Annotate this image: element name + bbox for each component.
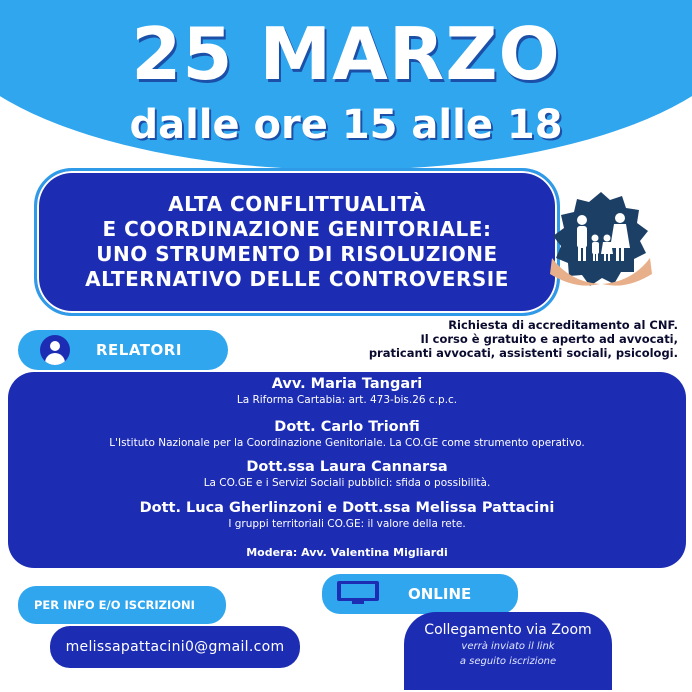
event-time: dalle ore 15 alle 18 [129,102,563,148]
title-line: E COORDINAZIONE GENITORIALE: [102,217,492,241]
zoom-info [404,612,612,690]
info-label: PER INFO E/O ISCRIZIONI [34,598,195,612]
speaker-item [8,419,686,449]
relatori-label: RELATORI [96,341,182,359]
speaker-topic: I gruppi territoriali CO.GE: il valore della rete. [228,518,466,530]
zoom-note: verrà inviato il link [461,641,555,652]
accreditation-line: praticanti avvocati, assistenti sociali, psicologi. [368,346,678,360]
title-line: ALTA CONFLITTUALITÀ [168,192,426,216]
person-icon [40,335,70,365]
contact-email[interactable]: melissapattacini0@gmail.com [50,626,300,668]
speaker-topic: L'Istituto Nazionale per la Coordinazione Genitoriale. La CO.GE come strumento operativo. [109,437,585,449]
speaker-topic: La CO.GE e i Servizi Sociali pubblici: sfida o possibilità. [203,477,491,489]
speaker-name: Dott. Carlo Trionfi [274,419,420,435]
event-title-box [34,168,560,316]
speaker-name: Dott.ssa Laura Cannarsa [246,459,448,475]
event-date: 25 MARZO [131,12,561,96]
zoom-platform: Collegamento via Zoom [424,622,592,638]
tv-icon [334,580,382,606]
speaker-name: Dott. Luca Gherlinzoni e Dott.ssa Melissa Pattacini [139,500,555,516]
accreditation-line: Richiesta di accreditamento al CNF. [448,318,678,332]
speaker-topic: La Riforma Cartabia: art. 473-bis.26 c.p.c. [236,394,458,406]
online-label: ONLINE [408,585,472,603]
online-header [322,574,518,614]
relatori-header [18,330,228,370]
speaker-item [8,376,686,406]
info-header [18,586,226,624]
speakers-panel [8,372,686,568]
family-hands-image [542,190,660,302]
accreditation-note [338,318,678,360]
speaker-item [8,459,686,489]
event-title [67,192,527,292]
speaker-item [8,500,686,530]
speaker-name: Avv. Maria Tangari [271,376,423,392]
title-line: ALTERNATIVO DELLE CONTROVERSIE [85,267,509,291]
zoom-note: a seguito iscrizione [459,656,557,667]
title-line: UNO STRUMENTO DI RISOLUZIONE [96,242,498,266]
moderator: Modera: Avv. Valentina Migliardi [246,546,448,559]
accreditation-line: Il corso è gratuito e aperto ad avvocati, [420,332,678,346]
